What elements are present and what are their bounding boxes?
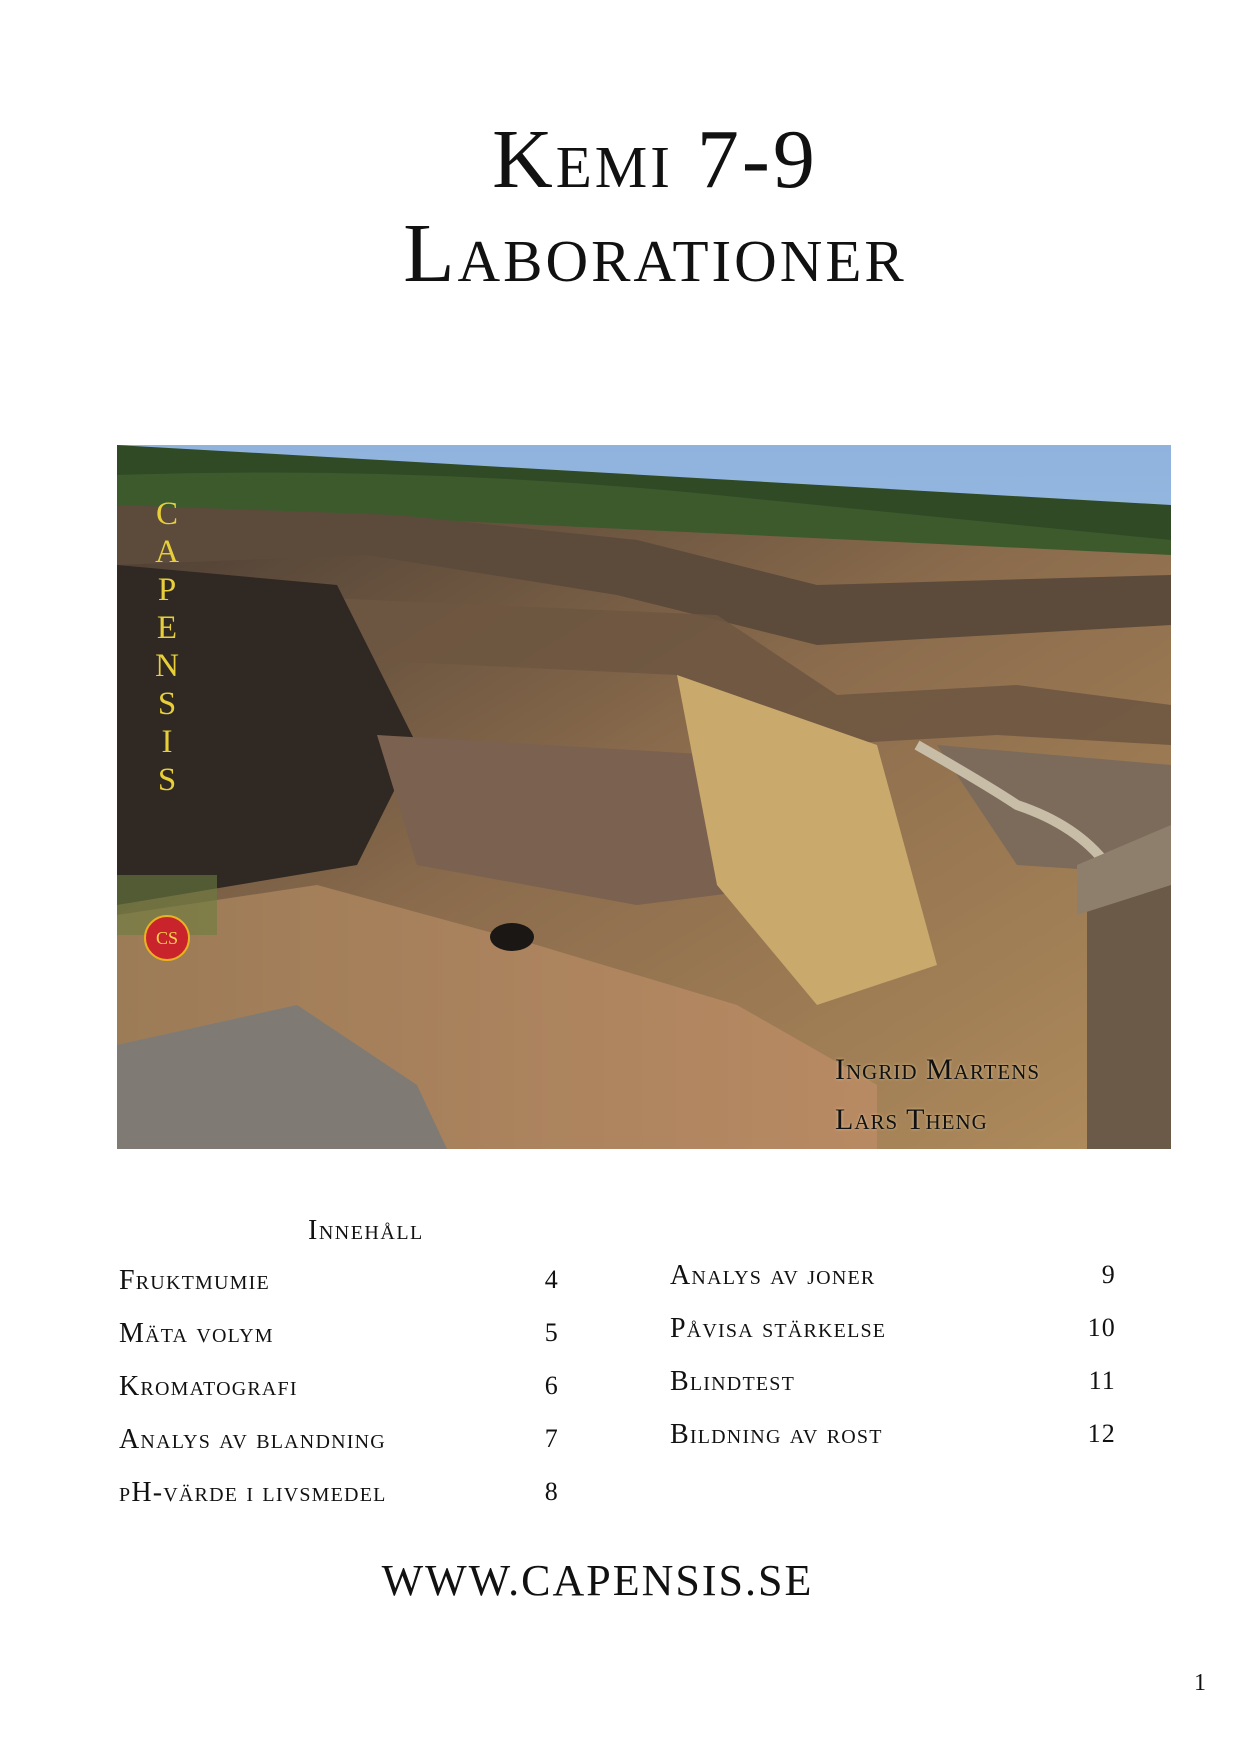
toc-entry <box>119 1424 559 1477</box>
toc-entry <box>670 1366 1116 1419</box>
toc-entry-title: pH-värde i livsmedel <box>119 1477 387 1508</box>
toc-entry <box>119 1318 559 1371</box>
toc-entry-title: Mäta volym <box>119 1318 274 1349</box>
toc-entry-title: Fruktmumie <box>119 1265 270 1296</box>
toc-entry-page: 7 <box>544 1424 559 1453</box>
toc-entry-title: Kromatografi <box>119 1371 298 1402</box>
toc-entry <box>670 1313 1116 1366</box>
toc-entry-page: 6 <box>544 1371 559 1400</box>
toc-entry-title: Analys av joner <box>670 1260 876 1291</box>
toc-entry-page: 8 <box>544 1477 559 1506</box>
toc-entry-title: Påvisa stärkelse <box>670 1313 887 1344</box>
authors <box>835 1045 1040 1145</box>
brand-letter: S <box>157 762 177 798</box>
toc-right-column <box>670 1260 1116 1472</box>
toc-entry <box>119 1265 559 1318</box>
toc-entry-title: Bildning av rost <box>670 1419 883 1450</box>
website-link[interactable]: WWW.CAPENSIS.SE <box>381 1556 814 1605</box>
brand-letter: P <box>157 572 177 608</box>
capensis-vertical-wordmark <box>155 495 179 799</box>
capensis-logo-icon: CS <box>144 915 190 961</box>
page-number: 1 <box>1194 1670 1206 1696</box>
title-line-1: Kemi 7-9 <box>492 113 818 206</box>
brand-letter: E <box>156 610 178 646</box>
author-name: Ingrid Martens <box>835 1053 1041 1086</box>
brand-letter: N <box>155 648 179 684</box>
title-line-2: Laborationer <box>403 207 907 300</box>
open-pit-mine-illustration <box>117 445 1171 1149</box>
toc-entry <box>119 1371 559 1424</box>
toc-entry <box>119 1477 559 1530</box>
author-name: Lars Theng <box>835 1103 988 1136</box>
toc-entry-page: 11 <box>1088 1366 1116 1395</box>
brand-letter: S <box>157 686 177 722</box>
toc-entry-page: 10 <box>1087 1313 1116 1342</box>
cover-photo <box>117 445 1171 1149</box>
brand-letter: A <box>155 534 179 570</box>
toc-entry <box>670 1419 1116 1472</box>
toc-entry-page: 5 <box>544 1318 559 1347</box>
toc-entry <box>670 1260 1116 1313</box>
toc-entry-page: 9 <box>1101 1260 1116 1289</box>
brand-letter: I <box>161 724 173 760</box>
toc-entry-page: 4 <box>544 1265 559 1294</box>
toc-heading: Innehåll <box>308 1215 424 1246</box>
brand-letter: C <box>155 496 178 532</box>
toc-entry-page: 12 <box>1087 1419 1116 1448</box>
toc-left-column <box>119 1265 559 1530</box>
toc-entry-title: Blindtest <box>670 1366 796 1397</box>
toc-entry-title: Analys av blandning <box>119 1424 386 1455</box>
